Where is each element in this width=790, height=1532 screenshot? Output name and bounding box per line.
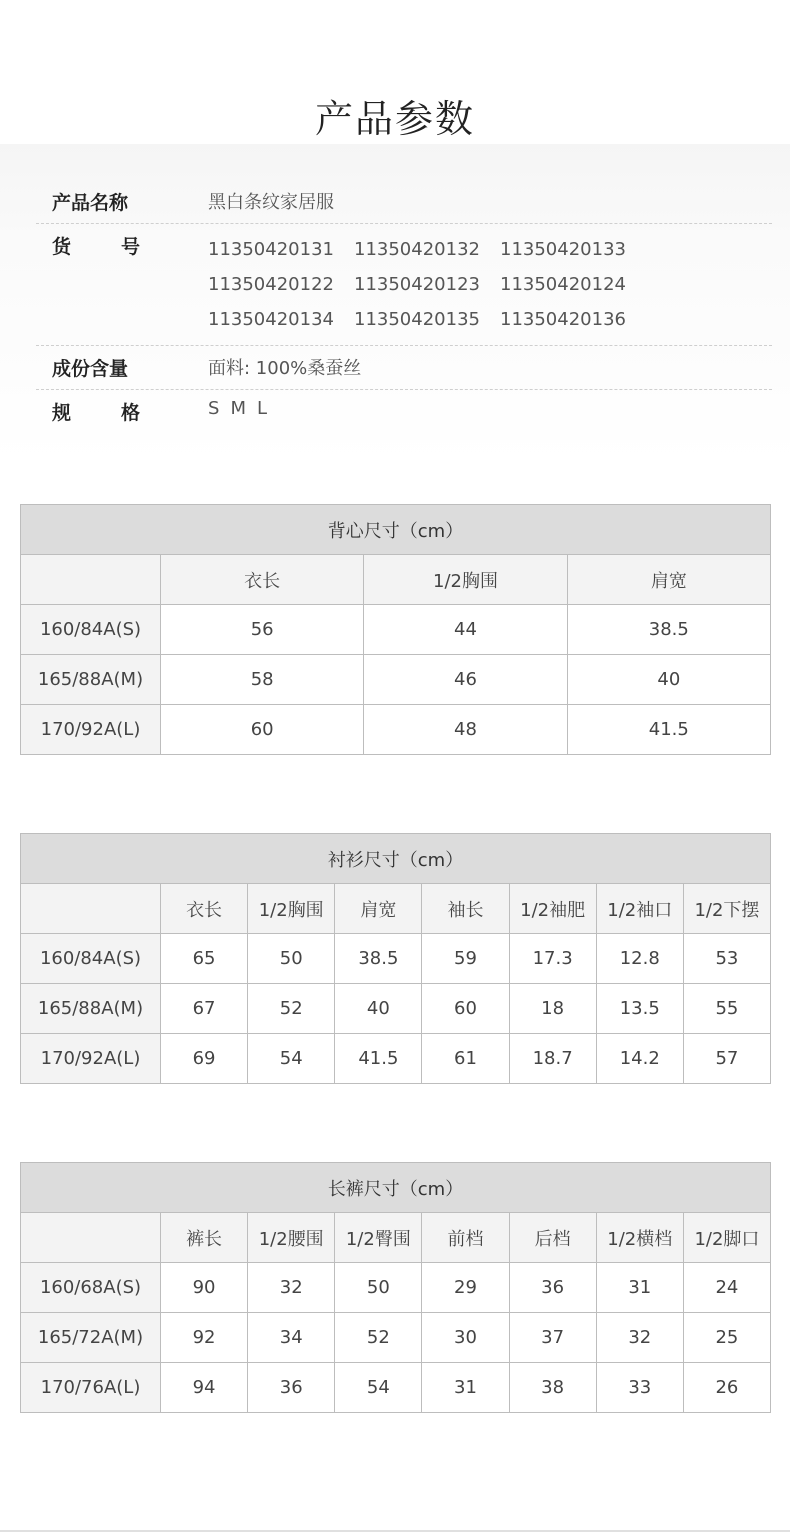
- info-row-material: [36, 346, 772, 390]
- product-code: 11350420122: [208, 274, 334, 295]
- table-cell: 94: [161, 1363, 248, 1413]
- table-cell: 31: [422, 1363, 509, 1413]
- table-row: [21, 984, 771, 1034]
- column-header: 1/2腰围: [248, 1213, 335, 1263]
- table-cell: 38: [509, 1363, 596, 1413]
- info-label-spec: [52, 398, 140, 425]
- column-header: 裤长: [161, 1213, 248, 1263]
- table-cell: 32: [596, 1313, 683, 1363]
- table-cell: 59: [422, 934, 509, 984]
- table-cell: 54: [248, 1034, 335, 1084]
- code-line: [208, 302, 646, 337]
- table-cell: 25: [683, 1313, 770, 1363]
- info-value-material: 面料: 100%桑蚕丝: [208, 358, 362, 379]
- table-cell: 40: [567, 655, 770, 705]
- table-cell: 33: [596, 1363, 683, 1413]
- table-cell: 58: [161, 655, 364, 705]
- product-code: 11350420132: [354, 239, 480, 260]
- table-cell: 37: [509, 1313, 596, 1363]
- table-cell: 44: [364, 605, 567, 655]
- table-cell: 18: [509, 984, 596, 1034]
- info-value-name: 黑白条纹家居服: [208, 192, 334, 213]
- info-label-code: [52, 232, 140, 337]
- table-cell: 90: [161, 1263, 248, 1313]
- table-cell: 48: [364, 705, 567, 755]
- table-cell: 29: [422, 1263, 509, 1313]
- table-row: [21, 1263, 771, 1313]
- row-size-label: 170/76A(L): [21, 1363, 161, 1413]
- code-line: [208, 267, 646, 302]
- table-row: [21, 934, 771, 984]
- column-header: 1/2横档: [596, 1213, 683, 1263]
- table-cell: 36: [509, 1263, 596, 1313]
- info-value-sizes: [208, 398, 278, 425]
- header-corner: [21, 884, 161, 934]
- table-cell: 38.5: [567, 605, 770, 655]
- info-label-spec-char: 规: [52, 402, 72, 424]
- page-title: 产品参数: [314, 97, 475, 141]
- table-cell: 65: [161, 934, 248, 984]
- table-cell: 50: [248, 934, 335, 984]
- table-cell: 61: [422, 1034, 509, 1084]
- table-cell: 30: [422, 1313, 509, 1363]
- row-size-label: 165/72A(M): [21, 1313, 161, 1363]
- row-size-label: 170/92A(L): [21, 705, 161, 755]
- table-cell: 12.8: [596, 934, 683, 984]
- table-caption: 长裤尺寸（cm）: [21, 1163, 771, 1213]
- column-header: 袖长: [422, 884, 509, 934]
- row-size-label: 160/84A(S): [21, 605, 161, 655]
- product-info: [36, 180, 772, 433]
- table-cell: 52: [248, 984, 335, 1034]
- table-cell: 54: [335, 1363, 422, 1413]
- table-cell: 92: [161, 1313, 248, 1363]
- table-cell: 60: [161, 705, 364, 755]
- row-size-label: 170/92A(L): [21, 1034, 161, 1084]
- table-cell: 13.5: [596, 984, 683, 1034]
- table-cell: 41.5: [335, 1034, 422, 1084]
- table-cell: 55: [683, 984, 770, 1034]
- table-cell: 36: [248, 1363, 335, 1413]
- table-cell: 38.5: [335, 934, 422, 984]
- size-option: M: [230, 398, 247, 419]
- info-row-spec: [36, 390, 772, 433]
- column-header: 衣长: [161, 884, 248, 934]
- table-row: [21, 605, 771, 655]
- product-code: 11350420131: [208, 239, 334, 260]
- table-cell: 52: [335, 1313, 422, 1363]
- column-header: 1/2脚口: [683, 1213, 770, 1263]
- column-header: 衣长: [161, 555, 364, 605]
- table-cell: 17.3: [509, 934, 596, 984]
- table-cell: 26: [683, 1363, 770, 1413]
- table-row: [21, 1034, 771, 1084]
- table-cell: 57: [683, 1034, 770, 1084]
- table-cell: 46: [364, 655, 567, 705]
- row-size-label: 165/88A(M): [21, 655, 161, 705]
- info-label-code-char: 号: [120, 236, 140, 258]
- info-label-spec-char: 格: [120, 402, 140, 424]
- table-row: [21, 655, 771, 705]
- info-value-codes: [208, 232, 646, 337]
- product-code: 11350420133: [500, 239, 626, 260]
- trousers-size-table: [20, 1162, 771, 1413]
- header-corner: [21, 1213, 161, 1263]
- table-cell: 31: [596, 1263, 683, 1313]
- table-cell: 32: [248, 1263, 335, 1313]
- column-header: 1/2袖口: [596, 884, 683, 934]
- product-code: 11350420136: [500, 309, 626, 330]
- column-header: 前档: [422, 1213, 509, 1263]
- table-row: [21, 1313, 771, 1363]
- table-cell: 60: [422, 984, 509, 1034]
- table-cell: 56: [161, 605, 364, 655]
- table-cell: 18.7: [509, 1034, 596, 1084]
- column-header: 1/2袖肥: [509, 884, 596, 934]
- table-cell: 14.2: [596, 1034, 683, 1084]
- column-header: 1/2胸围: [248, 884, 335, 934]
- column-header: 肩宽: [335, 884, 422, 934]
- table-caption: 衬衫尺寸（cm）: [21, 834, 771, 884]
- info-row-code: [36, 224, 772, 346]
- product-code: 11350420124: [500, 274, 626, 295]
- shirt-size-table: [20, 833, 771, 1084]
- info-label-code-char: 货: [52, 236, 72, 258]
- column-header: 1/2胸围: [364, 555, 567, 605]
- table-cell: 50: [335, 1263, 422, 1313]
- info-label-name: 产品名称: [52, 192, 129, 214]
- table-cell: 34: [248, 1313, 335, 1363]
- table-cell: 53: [683, 934, 770, 984]
- table-cell: 24: [683, 1263, 770, 1313]
- column-header: 1/2臀围: [335, 1213, 422, 1263]
- table-cell: 67: [161, 984, 248, 1034]
- row-size-label: 160/84A(S): [21, 934, 161, 984]
- info-label-material: 成份含量: [52, 358, 129, 380]
- column-header: 肩宽: [567, 555, 770, 605]
- code-line: [208, 232, 646, 267]
- column-header: 后档: [509, 1213, 596, 1263]
- size-option: L: [256, 398, 268, 419]
- product-code: 11350420123: [354, 274, 480, 295]
- header-corner: [21, 555, 161, 605]
- table-row: [21, 1363, 771, 1413]
- info-row-name: [36, 180, 772, 224]
- product-code: 11350420134: [208, 309, 334, 330]
- row-size-label: 165/88A(M): [21, 984, 161, 1034]
- column-header: 1/2下摆: [683, 884, 770, 934]
- size-option: S: [208, 398, 221, 419]
- row-size-label: 160/68A(S): [21, 1263, 161, 1313]
- table-row: [21, 705, 771, 755]
- vest-size-table: [20, 504, 771, 755]
- table-caption: 背心尺寸（cm）: [21, 505, 771, 555]
- table-cell: 69: [161, 1034, 248, 1084]
- table-cell: 41.5: [567, 705, 770, 755]
- table-cell: 40: [335, 984, 422, 1034]
- product-code: 11350420135: [354, 309, 480, 330]
